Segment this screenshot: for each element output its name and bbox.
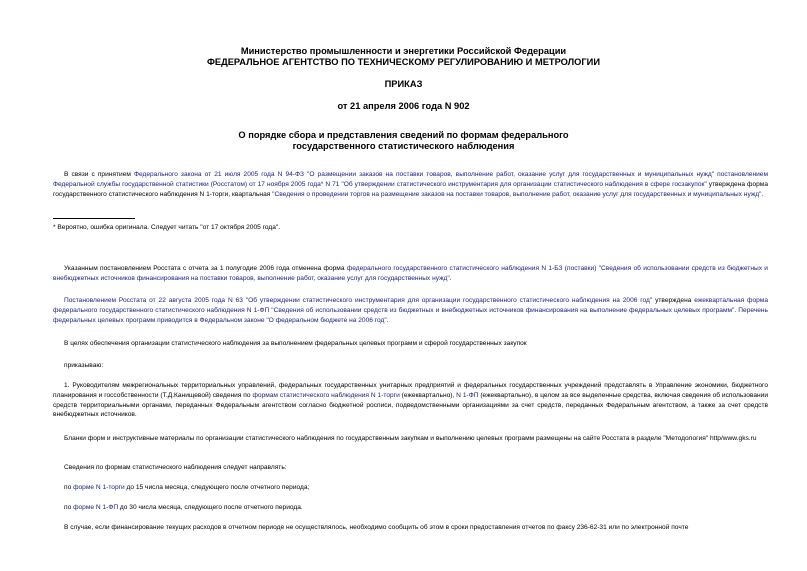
paragraph-purpose: В целях обеспечения организации статистического наблюдения за выполнением федеральных целевых программ и сферой государственных закупок [64,340,527,347]
paragraph-forms-site: Бланки форм и инструктивные материалы по организации статистического наблюдения по государственным закупкам и выполнению целевых программ размещены на сайте Росстата в разделе "Методология" http/www.gks.ru [64,435,757,442]
link-rosstat-resolution-71[interactable]: постановлением Федеральной службы государственной статистики (Росстатом) от 17 ноября 2005 года* N 71 "Об утверждении статистического инструментария для организации статистического наблюдения в сфере госзакупок" [53,171,768,188]
paragraph-cancelled-form: Указанным постановлением Росстата с отчета за 1 полугодие 2006 года отменена форма федерального государственного статистического наблюдения N 1-БЗ (поставки) "Сведения об использовании средств из бюджетных и внебюджетных источников финансирования на поставки товаров, выполнение работ, оказание услуг для государственных нужд". [53,265,768,282]
document-date: от 21 апреля 2006 года N 902 [337,101,470,111]
link-form-1-fp-short[interactable]: N 1-ФП [456,391,479,399]
link-form-1-torgi[interactable]: формам статистического наблюдения N 1-торги [252,391,400,399]
ministry-heading: Министерство промышленности и энергетики Российской Федерации [240,46,567,56]
paragraph-deadline-1-fp: по форме N 1-ФП до 30 числа месяца, следующего после отчетного периода. [64,504,303,511]
link-deadline-form-1-torgi[interactable]: форме N 1-торги [73,484,125,491]
paragraph-no-financing: В случае, если финансирование текущих расходов в отчетном периоде не осуществлялось, необходимо сообщить об этом в сроки предоставления отчетов по факсу 236-62-31 или по электронной почте [64,524,689,531]
link-form-1-bz[interactable]: федерального государственного статистического наблюдения N 1-БЗ (поставки) "Сведения об использовании средств из бюджетных и внебюджетных источников финансирования на поставки товаров, выполнение работ, оказание услуг для государственных нужд" [53,265,768,282]
link-federal-programs-list[interactable]: Перечень федеральных целевых программ приводится в Федеральном законе "О федеральном бюджете на 2006 год" [53,306,768,324]
paragraph-send-info: Сведения по формам статистического наблюдения следует направлять: [64,464,287,471]
link-form-1-torgi-info[interactable]: "Сведения о проведении торгов на размещение заказов на поставки товаров, выполнение работ, оказание услуг для государственных и муниципальных нужд" [272,190,762,198]
paragraph-item-1: 1. Руководителям межрегиональных территориальных управлений, федеральных государственных унитарных предприятий и федеральных государственных учреждений представлять в Управление экономики, бюджетного планирования и госсобственности (Т.Д.Канищевой) сведения по формам статистического наблюдения N 1-торги (ежеквартально), N 1-ФП (ежеквартально), в целом за все выделенные средства, включая сведения об использовании средств территориальными органами, переданных Федеральным агентством согласно бюджетной росписи, подведомственными организациями за счет средств, переданных Федеральным агентством, а также за счет средств внебюджетных источников. [53,382,769,419]
document-title-line2: государственного статистического наблюдения [292,141,515,151]
paragraph-intro: В связи с принятием Федерального закона от 21 июля 2005 года N 94-ФЗ "О размещении заказов на поставки товаров, выполнение работ, оказание услуг для государственных и муниципальных нужд" постановлением Федеральной службы государственной статистики (Росстатом) от 17 ноября 2005 года* N 71 "Об утверждении статистического инструментария для организации статистического наблюдения в сфере госзакупок" утверждена форма государственного статистического наблюдения N 1-торги, квартальная "Сведения о проведении торгов на размещение заказов на поставки товаров, выполнение работ, оказание услуг для государственных и муниципальных нужд". [53,171,768,198]
agency-heading: ФЕДЕРАЛЬНОЕ АГЕНТСТВО ПО ТЕХНИЧЕСКОМУ РЕГУЛИРОВАНИЮ И МЕТРОЛОГИИ [206,57,601,67]
footnote-divider [53,218,135,219]
document-title-line1: О порядке сбора и представления сведений по формам федерального [238,130,569,140]
document-type: ПРИКАЗ [384,79,423,89]
link-federal-law-94fz[interactable]: Федерального закона от 21 июля 2005 года N 94-ФЗ "О размещении заказов на поставки товаров, выполнение работ, оказание услуг для государственных и муниципальных нужд" [133,171,715,178]
paragraph-resolution-63: Постановлением Росстата от 22 августа 2005 года N 63 "Об утверждении статистического инструментария для организации государственного статистического наблюдения на 2006 год" утверждена ежеквартальная форма федерального государственного статистического наблюдения N 1-ФП "Сведения об использовании средств из бюджетных и внебюджетных источников финансирования на выполнение федеральных целевых программ". Перечень федеральных целевых программ приводится в Федеральном законе "О федеральном бюджете на 2006 год". [53,297,769,324]
link-deadline-form-1-fp[interactable]: форме N 1-ФП [73,504,119,511]
paragraph-order: приказываю: [64,362,104,369]
link-rosstat-resolution-63[interactable]: Постановлением Росстата от 22 августа 2005 года N 63 "Об утверждении статистического инструментария для организации государственного статистического наблюдения на 2006 год" [64,297,653,304]
paragraph-deadline-1-torgi: по форме N 1-торги до 15 числа месяца, следующего после отчетного периода; [64,484,310,491]
footnote: * Вероятно, ошибка оригинала. Следует читать "от 17 октября 2005 года". [53,224,281,231]
link-form-1-fp[interactable]: ежеквартальная форма федерального государственного статистического наблюдения N 1-ФП "Сведения об использовании средств из бюджетных и внебюджетных источников финансирования на выполнение федеральных целевых программ" [53,297,769,314]
